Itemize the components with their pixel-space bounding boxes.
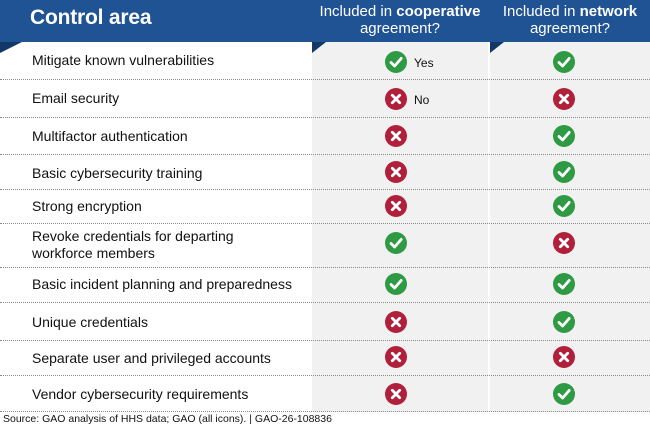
control-label-line: Multifactor authentication xyxy=(32,128,188,144)
cross-icon xyxy=(385,346,407,368)
check-icon xyxy=(385,51,407,73)
table-row xyxy=(0,303,650,341)
cross-icon xyxy=(553,346,575,368)
table-row xyxy=(0,268,650,303)
control-label-line: Separate user and privileged accounts xyxy=(32,350,271,366)
cross-icon xyxy=(385,88,407,110)
table-row xyxy=(0,376,650,412)
control-label xyxy=(32,386,248,403)
cooperative-agreement-heading xyxy=(312,3,488,37)
check-icon xyxy=(553,125,575,147)
control-label-line: Unique credentials xyxy=(32,314,148,330)
legend-no: No xyxy=(414,93,430,107)
check-icon xyxy=(385,232,407,254)
table-row xyxy=(0,224,650,268)
control-label xyxy=(32,165,202,182)
control-label xyxy=(32,314,148,331)
table-row xyxy=(0,80,650,118)
table-row xyxy=(0,341,650,376)
table-header xyxy=(0,0,650,42)
cross-icon xyxy=(385,161,407,183)
cross-icon xyxy=(553,232,575,254)
cross-icon xyxy=(385,125,407,147)
network-agreement-heading xyxy=(490,3,650,37)
heading-bold: network xyxy=(579,3,638,20)
control-label xyxy=(32,350,271,367)
control-label xyxy=(32,276,292,293)
check-icon xyxy=(553,195,575,217)
control-label xyxy=(32,90,119,107)
legend-yes: Yes xyxy=(414,56,434,70)
control-label-line: workforce members xyxy=(32,245,155,261)
control-label xyxy=(32,228,234,262)
table-row xyxy=(0,118,650,155)
check-icon xyxy=(553,273,575,295)
heading-suffix: agreement? xyxy=(359,20,441,37)
control-label xyxy=(32,52,214,69)
heading-prefix: Included in xyxy=(502,3,580,20)
control-label-line: Mitigate known vulnerabilities xyxy=(32,52,215,68)
heading-suffix: agreement? xyxy=(529,20,611,37)
control-label-line: Basic cybersecurity training xyxy=(32,165,203,181)
table-row xyxy=(0,190,650,224)
control-label-line: Vendor cybersecurity requirements xyxy=(32,386,249,402)
check-icon xyxy=(553,383,575,405)
control-area-heading: Control area xyxy=(30,6,152,29)
check-icon xyxy=(553,51,575,73)
cross-icon xyxy=(385,311,407,333)
check-icon xyxy=(553,161,575,183)
control-label xyxy=(32,198,142,215)
control-label-line: Revoke credentials for departing xyxy=(32,228,234,244)
source-note: Source: GAO analysis of HHS data; GAO (all icons). | GAO-26-108836 xyxy=(3,413,332,425)
control-label-line: Email security xyxy=(32,90,120,106)
cross-icon xyxy=(385,383,407,405)
control-label-line: Basic incident planning and preparedness xyxy=(32,276,292,292)
check-icon xyxy=(553,311,575,333)
cross-icon xyxy=(553,88,575,110)
control-label-line: Strong encryption xyxy=(32,198,142,214)
check-icon xyxy=(385,273,407,295)
heading-prefix: Included in xyxy=(319,3,397,20)
table-row xyxy=(0,155,650,190)
control-label xyxy=(32,128,188,145)
table-row xyxy=(0,43,650,80)
cross-icon xyxy=(385,195,407,217)
heading-bold: cooperative xyxy=(396,3,481,20)
